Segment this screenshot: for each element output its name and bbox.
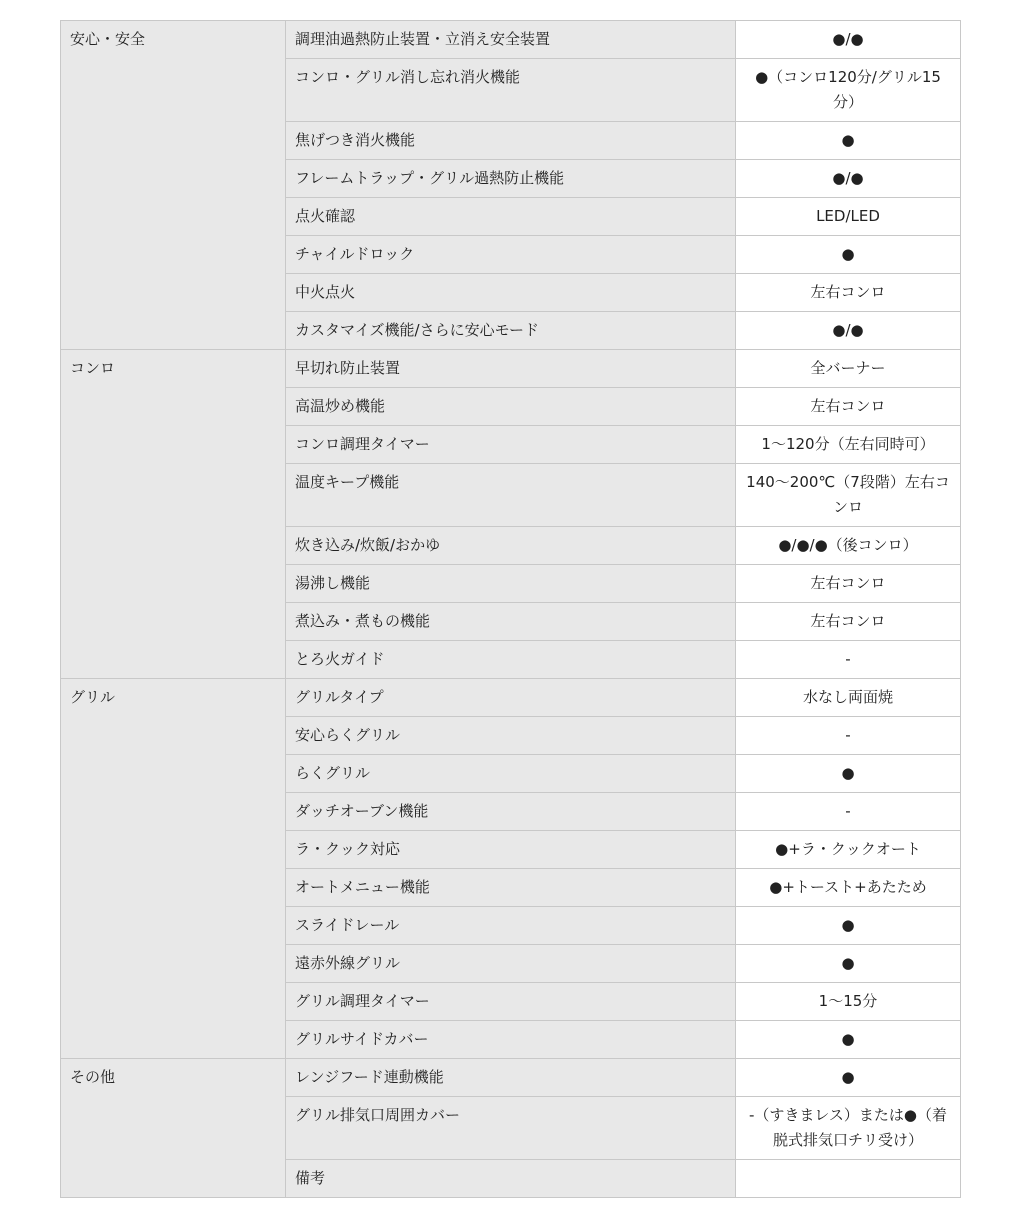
feature-name: グリル調理タイマー: [286, 983, 736, 1021]
feature-name: 遠赤外線グリル: [286, 945, 736, 983]
feature-name: 炊き込み/炊飯/おかゆ: [286, 527, 736, 565]
feature-value: 左右コンロ: [736, 603, 961, 641]
feature-value: ●: [736, 1059, 961, 1097]
feature-name: 温度キープ機能: [286, 464, 736, 527]
feature-value: -（すきまレス）または●（着脱式排気口チリ受け）: [736, 1097, 961, 1160]
feature-value: 左右コンロ: [736, 274, 961, 312]
feature-value: 1～120分（左右同時可）: [736, 426, 961, 464]
feature-value: ●+トースト+あたため: [736, 869, 961, 907]
feature-name: レンジフード連動機能: [286, 1059, 736, 1097]
feature-value: LED/LED: [736, 198, 961, 236]
feature-value: 1～15分: [736, 983, 961, 1021]
feature-name: 調理油過熱防止装置・立消え安全装置: [286, 21, 736, 59]
feature-value: ●: [736, 907, 961, 945]
feature-name: とろ火ガイド: [286, 641, 736, 679]
feature-name: 備考: [286, 1160, 736, 1198]
feature-name: 早切れ防止装置: [286, 350, 736, 388]
feature-value: ●: [736, 945, 961, 983]
feature-value: ●: [736, 1021, 961, 1059]
feature-value: ●: [736, 236, 961, 274]
category-cell: コンロ: [61, 350, 286, 679]
table-row: [61, 679, 961, 717]
feature-name: ラ・クック対応: [286, 831, 736, 869]
feature-name: カスタマイズ機能/さらに安心モード: [286, 312, 736, 350]
feature-name: オートメニュー機能: [286, 869, 736, 907]
feature-value: 水なし両面焼: [736, 679, 961, 717]
feature-name: らくグリル: [286, 755, 736, 793]
feature-name: グリルサイドカバー: [286, 1021, 736, 1059]
table-row: [61, 21, 961, 59]
feature-name: 煮込み・煮もの機能: [286, 603, 736, 641]
feature-value: ●/●: [736, 21, 961, 59]
feature-value: ●+ラ・クックオート: [736, 831, 961, 869]
table-row: [61, 1059, 961, 1097]
spec-table: [60, 20, 961, 1198]
feature-value: ●/●/●（後コンロ）: [736, 527, 961, 565]
feature-value: -: [736, 641, 961, 679]
feature-value: ●: [736, 755, 961, 793]
feature-name: グリル排気口周囲カバー: [286, 1097, 736, 1160]
feature-name: コンロ調理タイマー: [286, 426, 736, 464]
feature-name: フレームトラップ・グリル過熱防止機能: [286, 160, 736, 198]
feature-name: ダッチオーブン機能: [286, 793, 736, 831]
spec-table-body: [61, 21, 961, 1198]
category-cell: 安心・安全: [61, 21, 286, 350]
category-cell: グリル: [61, 679, 286, 1059]
feature-name: 中火点火: [286, 274, 736, 312]
feature-value: ●/●: [736, 312, 961, 350]
feature-value: ●/●: [736, 160, 961, 198]
feature-value: -: [736, 793, 961, 831]
feature-value: 140～200℃（7段階）左右コンロ: [736, 464, 961, 527]
feature-name: スライドレール: [286, 907, 736, 945]
feature-value: ●: [736, 122, 961, 160]
feature-name: コンロ・グリル消し忘れ消火機能: [286, 59, 736, 122]
feature-name: グリルタイプ: [286, 679, 736, 717]
feature-value: ●（コンロ120分/グリル15分）: [736, 59, 961, 122]
feature-value: 全バーナー: [736, 350, 961, 388]
feature-name: チャイルドロック: [286, 236, 736, 274]
feature-value: -: [736, 717, 961, 755]
feature-value: 左右コンロ: [736, 388, 961, 426]
feature-name: 点火確認: [286, 198, 736, 236]
category-cell: その他: [61, 1059, 286, 1198]
feature-name: 焦げつき消火機能: [286, 122, 736, 160]
feature-value: 左右コンロ: [736, 565, 961, 603]
feature-value: [736, 1160, 961, 1198]
feature-name: 高温炒め機能: [286, 388, 736, 426]
table-row: [61, 350, 961, 388]
feature-name: 安心らくグリル: [286, 717, 736, 755]
feature-name: 湯沸し機能: [286, 565, 736, 603]
